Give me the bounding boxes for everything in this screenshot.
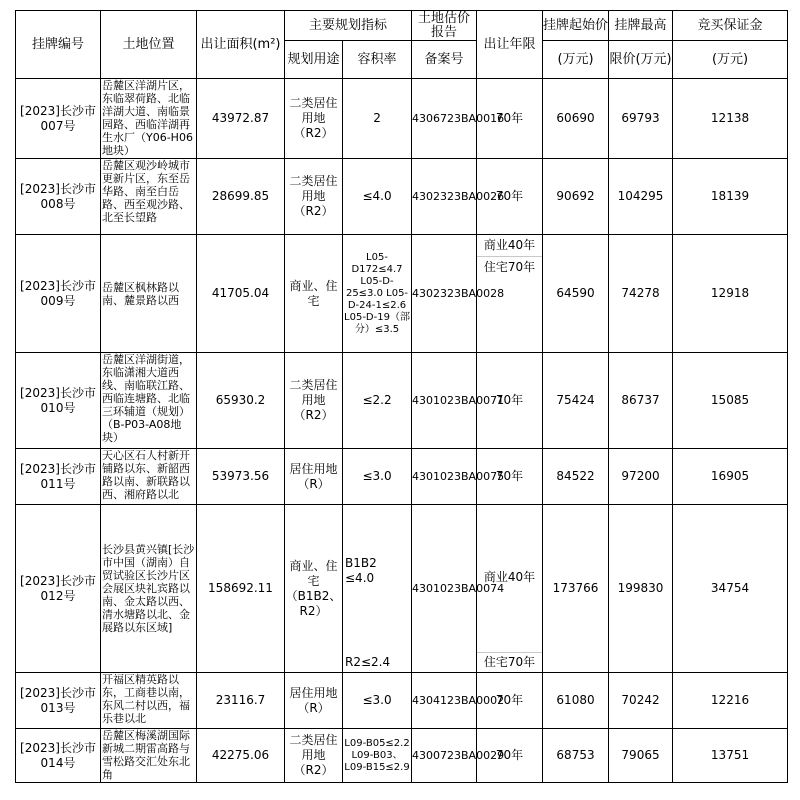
table-row xyxy=(16,673,788,729)
header-term: 出让年限 xyxy=(477,11,543,79)
header-record-no: 备案号 xyxy=(412,41,477,79)
max-price: 69793 xyxy=(609,79,673,159)
record-no: 4302323BA0028 xyxy=(412,235,477,353)
land-area: 53973.56 xyxy=(197,449,285,505)
record-no: 4300723BA0029 xyxy=(412,729,477,783)
header-deposit: 竞买保证金 xyxy=(673,11,788,41)
land-location: 天心区石人村新开铺路以东、新韶西路以南、新联路以西、湘府路以北 xyxy=(101,449,197,505)
record-no: 4301023BA0074 xyxy=(412,505,477,673)
far-commercial: B1B2 ≤4.0 xyxy=(345,555,377,585)
listing-no: [2023]长沙市008号 xyxy=(16,159,101,235)
land-location: 岳麓区观沙岭城市更新片区，东至岳华路、南至白岳路、西至观沙路、北至长望路 xyxy=(101,159,197,235)
header-deposit-unit: (万元) xyxy=(673,41,788,79)
far-residential: R2≤2.4 xyxy=(345,654,391,669)
floor-area-ratio: ≤3.0 xyxy=(343,673,412,729)
record-no: 4306723BA0016 xyxy=(412,79,477,159)
header-location: 土地位置 xyxy=(101,11,197,79)
term-commercial: 商业40年 xyxy=(483,238,536,252)
land-area: 42275.06 xyxy=(197,729,285,783)
land-location: 岳麓区洋湖街道，东临潇湘大道西线、南临联江路、西临连塘路、北临三环辅道（规划）（B-P03-A08地块） xyxy=(101,353,197,449)
max-price: 70242 xyxy=(609,673,673,729)
header-max-unit: 限价(万元) xyxy=(609,41,673,79)
deposit: 16905 xyxy=(673,449,788,505)
record-no: 4302323BA0026 xyxy=(412,159,477,235)
land-area: 28699.85 xyxy=(197,159,285,235)
deposit: 13751 xyxy=(673,729,788,783)
term-commercial: 商业40年 xyxy=(483,569,536,584)
deposit: 12138 xyxy=(673,79,788,159)
table-row xyxy=(16,159,788,235)
start-price: 90692 xyxy=(543,159,609,235)
term: 70年 xyxy=(477,729,543,783)
planned-use: 居住用地（R） xyxy=(285,449,343,505)
deposit: 15085 xyxy=(673,353,788,449)
planned-use: 二类居住用地（R2） xyxy=(285,159,343,235)
table-row xyxy=(16,449,788,505)
max-price: 97200 xyxy=(609,449,673,505)
listing-no: [2023]长沙市010号 xyxy=(16,353,101,449)
deposit: 12216 xyxy=(673,673,788,729)
floor-area-ratio: ≤3.0 xyxy=(343,449,412,505)
deposit: 34754 xyxy=(673,505,788,673)
land-area: 43972.87 xyxy=(197,79,285,159)
land-location: 岳麓区枫林路以南、麓景路以西 xyxy=(101,235,197,353)
header-area: 出让面积(m²) xyxy=(197,11,285,79)
listing-no: [2023]长沙市014号 xyxy=(16,729,101,783)
max-price: 74278 xyxy=(609,235,673,353)
start-price: 68753 xyxy=(543,729,609,783)
start-price: 60690 xyxy=(543,79,609,159)
start-price: 64590 xyxy=(543,235,609,353)
table-row xyxy=(16,505,788,673)
deposit: 18139 xyxy=(673,159,788,235)
listing-no: [2023]长沙市013号 xyxy=(16,673,101,729)
floor-area-ratio: 2 xyxy=(343,79,412,159)
term-residential: 住宅70年 xyxy=(477,652,542,672)
planned-use: 二类居住用地（R2） xyxy=(285,353,343,449)
record-no: 4301023BA0071 xyxy=(412,353,477,449)
term-residential: 住宅70年 xyxy=(477,256,542,278)
max-price: 104295 xyxy=(609,159,673,235)
floor-area-ratio: ≤2.2 xyxy=(343,353,412,449)
term: 70年 xyxy=(477,159,543,235)
term: 70年 xyxy=(477,353,543,449)
floor-area-ratio xyxy=(343,505,412,673)
header-max-price: 挂牌最高 xyxy=(609,11,673,41)
listing-no: [2023]长沙市007号 xyxy=(16,79,101,159)
header-planning: 主要规划指标 xyxy=(285,11,412,41)
land-area: 158692.11 xyxy=(197,505,285,673)
max-price: 199830 xyxy=(609,505,673,673)
record-no: 4304123BA0002 xyxy=(412,673,477,729)
term: 70年 xyxy=(477,79,543,159)
deposit: 12918 xyxy=(673,235,788,353)
land-area: 23116.7 xyxy=(197,673,285,729)
header-far: 容积率 xyxy=(343,41,412,79)
land-location: 长沙县黄兴镇[长沙市中国（湖南）自贸试验区长沙片区会展区块礼宾路以南、金太路以西、清水塘路以北、金展路以东区域] xyxy=(101,505,197,673)
floor-area-ratio: ≤4.0 xyxy=(343,159,412,235)
start-price: 61080 xyxy=(543,673,609,729)
planned-use: 二类居住用地（R2） xyxy=(285,729,343,783)
term: 70年 xyxy=(477,449,543,505)
max-price: 79065 xyxy=(609,729,673,783)
start-price: 75424 xyxy=(543,353,609,449)
header-start-unit: (万元) xyxy=(543,41,609,79)
header-valuation: 土地估价报告 xyxy=(412,11,477,41)
land-location: 岳麓区梅溪湖国际新城二期雷高路与雪松路交汇处东北角 xyxy=(101,729,197,783)
floor-area-ratio: L05-D172≤4.7 L05-D-25≤3.0 L05-D-24-1≤2.6 L05-D-19（部分）≤3.5 xyxy=(343,235,412,353)
land-area: 41705.04 xyxy=(197,235,285,353)
planned-use: 商业、住宅 xyxy=(285,235,343,353)
land-area: 65930.2 xyxy=(197,353,285,449)
land-location: 开福区精英路以东，工商巷以南，东风二村以西，福乐巷以北 xyxy=(101,673,197,729)
listing-no: [2023]长沙市009号 xyxy=(16,235,101,353)
land-listing-table xyxy=(15,10,788,783)
listing-no: [2023]长沙市011号 xyxy=(16,449,101,505)
start-price: 173766 xyxy=(543,505,609,673)
land-location: 岳麓区洋湖片区，东临翠荷路、北临洋湖大道、南临景园路、西临洋湖再生水厂（Y06-H06地块） xyxy=(101,79,197,159)
record-no: 4301023BA0075 xyxy=(412,449,477,505)
floor-area-ratio: L09-B05≤2.2 L09-B03、L09-B15≤2.9 xyxy=(343,729,412,783)
planned-use: 二类居住用地（R2） xyxy=(285,79,343,159)
header-listing-no: 挂牌编号 xyxy=(16,11,101,79)
planned-use: 商业、住宅（B1B2、R2） xyxy=(285,505,343,673)
table-row xyxy=(16,79,788,159)
header-use: 规划用途 xyxy=(285,41,343,79)
table-row xyxy=(16,235,788,353)
table-row xyxy=(16,729,788,783)
planned-use: 居住用地（R） xyxy=(285,673,343,729)
max-price: 86737 xyxy=(609,353,673,449)
listing-no: [2023]长沙市012号 xyxy=(16,505,101,673)
term: 70年 xyxy=(477,673,543,729)
start-price: 84522 xyxy=(543,449,609,505)
header-start-price: 挂牌起始价 xyxy=(543,11,609,41)
table-row xyxy=(16,353,788,449)
